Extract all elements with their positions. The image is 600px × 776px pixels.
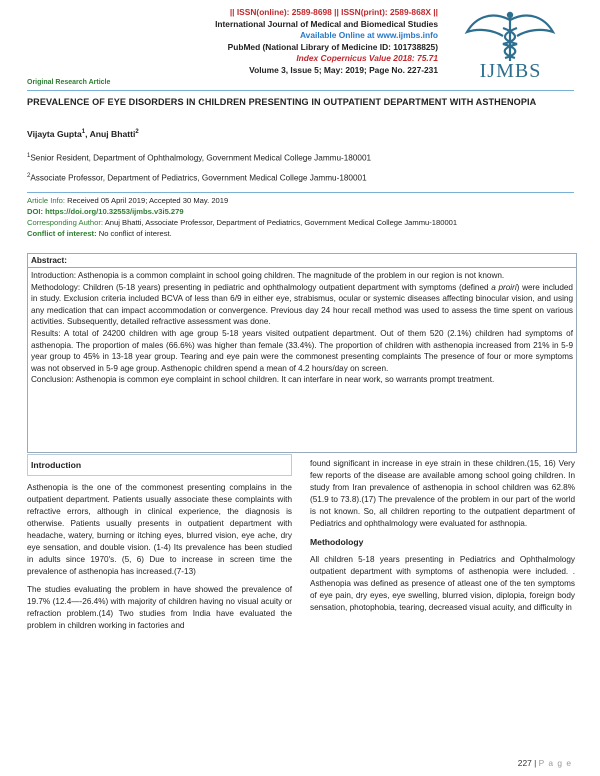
author-2-sup: 2 — [135, 129, 139, 136]
corr-text: Anuj Bhatti, Associate Professor, Department of Pediatrics, Government Medical College Jammu-180001 — [103, 218, 458, 227]
author-1: Vijayta Gupta — [27, 129, 82, 139]
doi-label: DOI: — [27, 207, 44, 216]
volume-info: Volume 3, Issue 5; May: 2019; Page No. 227-231 — [249, 64, 438, 75]
article-meta — [27, 195, 575, 239]
abstract-box — [27, 253, 577, 453]
journal-name: International Journal of Medical and Biomedical Studies — [215, 18, 438, 29]
abstract-body — [28, 268, 576, 388]
aff2-text: Associate Professor, Department of Pediatrics, Government Medical College Jammu-180001 — [30, 173, 367, 183]
logo-text: IJMBS — [479, 60, 542, 82]
copernicus-value: Index Copernicus Value 2018: 75.71 — [296, 53, 438, 64]
footer-sep: | — [531, 758, 539, 768]
intro-paragraph-3: found significant in increase in eye strain in these children.(15, 16) Very few reports of the disease are available among school going children. In study from Iran prevalence of asthenopia in school children was 62.8% (51.9 to 73.8).(17) The prevalence of the problem in our part of the world is not known. So, all children reporting to the outpatient department of Pediatrics and ophthalmology were evaluated for asthnopia. — [310, 459, 575, 528]
intro-paragraph-2: The studies evaluating the problem in have showed the prevalence of 19.7% (12.4—-26.4%) with majority of children having no visual acuity or refraction problem.(14) Two studies from India have evaluated the problem in children working in factories and — [27, 585, 292, 630]
info-label: Article Info: — [27, 196, 65, 205]
body-left-column — [27, 454, 292, 638]
page-word: P a g e — [538, 758, 572, 768]
authors — [27, 129, 139, 139]
abstract-conclusion: Conclusion: Asthenopia is common eye complaint in school children. It can interfare in near work, so warrants prompt treatment. — [31, 375, 495, 385]
body-right-column — [310, 458, 575, 620]
coi-text: No conflict of interest. — [96, 229, 172, 238]
pubmed-id: PubMed (National Library of Medicine ID: 101738825) — [227, 41, 438, 52]
intro-paragraph-1: Asthenopia is the one of the commonest presenting complains in the outpatient department. Patients usually associate these complaints with refractive errors, although in clinical experience, the diagnosis is otherwise. Patients usually presents in outpatient department with headache, watery, burning or itching eyes, blurred vision, eye ache, dry eye sensation, and double vision. (1-4) Its prevalence has been studied in adults since 1970's. (5, 6) Due to increase in screen time the prevalence of asthenopia has increased.(7-13) — [27, 483, 292, 576]
affiliation-2 — [27, 173, 367, 183]
header-divider — [27, 90, 574, 91]
methods-part-a: Methodology: Children (5-18 years) presenting in pediatric and ophthalmology outpatient department with symptoms (defined — [31, 282, 492, 292]
available-online[interactable]: Available Online at www.ijmbs.info — [299, 30, 438, 41]
article-info — [27, 195, 575, 206]
method-paragraph-1: All children 5-18 years presenting in Pediatrics and Ophthalmology outpatient department with symptoms of asthenopia were included. . Asthenopia was defined as presence of atleast one of the ten symptoms of eye pain, dry eyes, eye swelling, blurred vision, diplopia, foreign body sensation, photophobia, tearing, decreased visual acuity, and difficulty in — [310, 555, 575, 612]
abstract-methods — [31, 282, 573, 328]
page-number: 227 — [517, 758, 532, 768]
author-sep: , — [85, 129, 90, 139]
abstract-heading: Abstract: — [28, 254, 576, 268]
author-2: Anuj Bhatti — [89, 129, 136, 139]
article-title: PREVALENCE OF EYE DISORDERS IN CHILDREN PRESENTING IN OUTPATIENT DEPARTMENT WITH ASTHENOPIA — [27, 97, 537, 107]
journal-logo — [453, 6, 568, 91]
issn-line: || ISSN(online): 2589-8698 || ISSN(print): 2589-868X || — [229, 7, 438, 17]
article-type: Original Research Article — [27, 79, 111, 86]
conflict-of-interest — [27, 228, 575, 239]
aff2-sup: 2 — [27, 173, 31, 179]
intro-heading: Introduction — [27, 454, 292, 476]
info-text: Received 05 April 2019; Accepted 30 May. 2019 — [64, 196, 229, 205]
doi-link[interactable]: https://doi.org/10.32553/ijmbs.v3i5.279 — [43, 207, 184, 216]
coi-label: Conflict of interest: — [27, 229, 97, 238]
abstract-results: Results: A total of 24200 children with age group 5-18 years visited outpatient department. Out of them 520 (2.1%) children had symptoms of asthenopia. The proportion of males (66.6%) was higher than female (33.4%). The proportion of children with asthenopia increased from 21% in 5-9 year group to 45% in 13-18 year group. Tearing and eye pain were the commonest presenting complaints The presence of four or more symptoms was not observed in 5-9 age group. Asthenopic children spend a mean of 4.2 hours/day on screen. — [31, 328, 573, 373]
author-1-sup: 1 — [81, 129, 86, 136]
methods-emph: a proiri — [491, 282, 517, 292]
aff1-text: Senior Resident, Department of Ophthalmology, Government Medical College Jammu-180001 — [30, 153, 372, 163]
affiliation-1 — [27, 153, 371, 163]
abstract-intro: Introduction: Asthenopia is a common complaint in school going children. The magnitude of the problem in our region is not known. — [31, 271, 505, 280]
corr-label: Corresponding Author: — [27, 218, 103, 227]
journal-header — [215, 7, 438, 77]
meta-divider — [27, 192, 574, 193]
page-footer — [518, 758, 572, 768]
methods-part-b: ) were included in study. Exclusion criteria included BCVA of less than 6/9 in either eye, strabismus, ocular or systemic diseases affecting binocular vision, and using any medication that can impact accommodation or convergence. Previous day 24 hour recall method was used to assess the time spent on various activities. Subsequently, detailed refractive assessment was done. — [31, 282, 573, 327]
corresponding-author — [27, 217, 575, 228]
methodology-heading: Methodology — [310, 537, 364, 547]
aff1-sup: 1 — [27, 153, 31, 159]
doi — [27, 206, 575, 217]
